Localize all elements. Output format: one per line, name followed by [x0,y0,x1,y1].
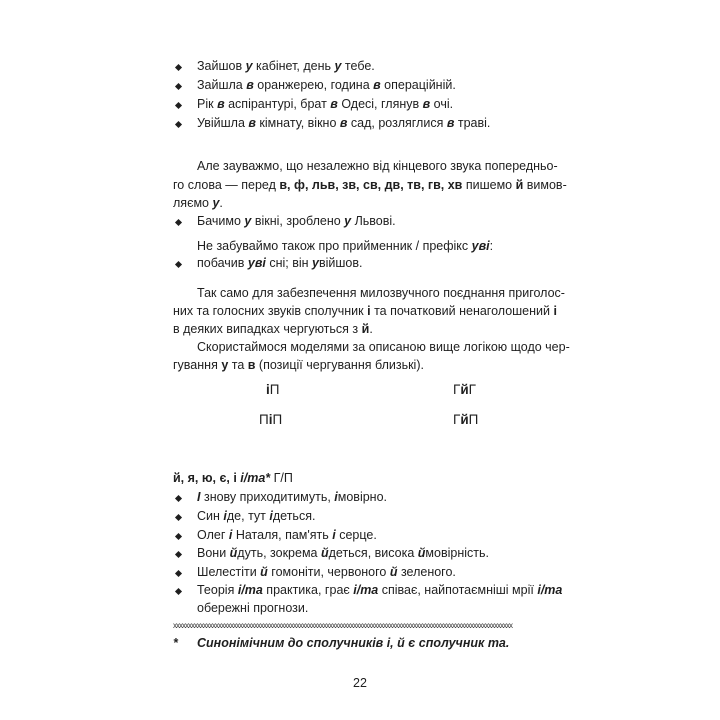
paragraph-line [173,177,567,193]
text-run: Олег [197,528,229,542]
formula [259,412,282,427]
emphasis-text: уві [471,239,490,253]
text-run: побачив [197,256,248,270]
text-run: в деяких випадках чергуються з [173,322,362,336]
text-run: го слова — перед [173,178,280,192]
emphasis-text: й [460,412,469,427]
bullet [175,261,182,268]
list-item [197,255,362,271]
list-item [197,489,387,505]
emphasis-text: в [217,97,225,111]
text-run: Г [453,412,461,427]
emphasis-text: й [515,178,524,192]
text-run: Зайшла [197,78,247,92]
emphasis-text: й [260,565,268,579]
emphasis-text: й [460,382,469,397]
text-run: Львові. [351,214,396,228]
emphasis-text: в [422,97,431,111]
text-run: Шелестіти [197,565,261,579]
emphasis-text: в, ф, льв, зв, св, дв, тв, гв, хв [279,178,463,192]
emphasis-text: в [339,116,348,130]
emphasis-text: й [361,322,370,336]
emphasis-text: і/та [353,583,379,597]
emphasis-text: у [312,256,319,270]
text-run: Не забуваймо також про прийменник / префікс [197,239,472,253]
emphasis-text: і [367,304,371,318]
text-run: Син [197,509,224,523]
text-run: та [228,358,248,372]
text-run: мовірність. [425,546,489,560]
text-run: П [259,412,269,427]
text-run: кімнату, вікно [255,116,340,130]
text-run: пишемо [462,178,516,192]
emphasis-text: і [334,490,338,504]
emphasis-text: і [223,509,227,523]
paragraph-line [197,285,565,301]
bullet [175,121,182,128]
text-run: оранжерею, година [253,78,374,92]
emphasis-text: і [268,412,273,427]
text-run: П [468,412,479,427]
emphasis-text: і [269,509,273,523]
text-run: гомоніти, червоного [267,565,390,579]
list-item [197,545,489,561]
list-item-continuation: обережні прогнози. [197,601,309,615]
text-run: практика, грає [262,583,354,597]
text-run: деться, висока [328,546,418,560]
text-run: них та голосних звуків сполучник [173,304,368,318]
bullet [175,533,182,540]
paragraph-line [173,303,557,319]
footnote-text: Синонімічним до сполучників і, й є сполучник та. [197,636,510,650]
bullet [175,551,182,558]
paragraph-line [197,238,493,254]
emphasis-text: у [212,196,220,210]
paragraph-line [173,321,373,337]
list-item [197,213,396,229]
bullet [175,102,182,109]
emphasis-text: уві [247,256,266,270]
text-run: Вони [197,546,230,560]
text-run: деться. [272,509,316,523]
text-run: тебе. [341,59,375,73]
emphasis-text: у [221,358,229,372]
text-run: вимов- [523,178,567,192]
text-run: сні; він [265,256,313,270]
text-run: Рік [197,97,218,111]
emphasis-text: й, я, ю, є, і [173,471,241,485]
text-run: Г [453,382,461,397]
formula [266,382,279,397]
text-run: П [272,412,283,427]
bullet [175,588,182,595]
emphasis-text: у [334,59,342,73]
emphasis-text: у [245,59,253,73]
footnote-separator: xxxxxxxxxxxxxxxxxxxxxxxxxxxxxxxxxxxxxxxxxxxxxxxxxxxxxxxxxxxxxxxxxxxxxxxxxxxxxxxxxxxxxxxxxxxxxxxxxxxxxxxxxxxxxxxxx [173,621,512,630]
text-run: Але зауважмо, що незалежно від кінцевого звука попередньо- [197,159,558,173]
emphasis-text: й [417,546,426,560]
text-run: серце. [335,528,377,542]
text-run: Так само для забезпечення милозвучного поєднання приголос- [197,286,565,300]
text-run: гування [173,358,222,372]
emphasis-text: і [228,528,233,542]
section-heading [173,470,293,486]
text-run: очі. [430,97,454,111]
text-run: Зайшов [197,59,246,73]
emphasis-text: й [320,546,329,560]
text-run: ляємо [173,196,213,210]
text-run: Скористаймося моделями за описаною вище логікою щодо чер- [197,340,570,354]
text-run: дуть, зокрема [237,546,321,560]
text-run: вікні, зроблено [251,214,345,228]
emphasis-text: і/та* [240,471,271,485]
page-number: 22 [353,676,367,690]
list-item [197,115,490,131]
bullet [175,219,182,226]
emphasis-text: в [373,78,381,92]
paragraph-line [173,195,223,211]
text-run: зеленого. [397,565,456,579]
bullet [175,570,182,577]
text-run: Теорія [197,583,238,597]
text-run: війшов. [318,256,363,270]
emphasis-text: в [247,358,256,372]
emphasis-text: у [244,214,252,228]
text-run: де, тут [226,509,270,523]
formula [453,412,478,427]
text-run: Г/П [270,471,293,485]
paragraph-line [197,158,558,174]
emphasis-text: І [197,490,201,504]
text-run: . [219,196,223,210]
text-run: (позиції чергування близькі). [255,358,424,372]
text-run: Бачимо [197,214,245,228]
list-item [197,77,456,93]
emphasis-text: в [446,116,455,130]
emphasis-text: і [332,528,336,542]
text-run: Одесі, глянув [337,97,423,111]
emphasis-text: і [266,382,270,397]
emphasis-text: й [229,546,238,560]
text-run: Наталя, пам'ять [232,528,333,542]
text-run: : [489,239,494,253]
bullet [175,495,182,502]
emphasis-text: й [389,565,398,579]
text-run: знову приходитимуть, [200,490,335,504]
paragraph-line [173,357,424,373]
emphasis-text: в [246,78,254,92]
list-item [197,96,453,112]
bullet [175,83,182,90]
text-run: кабінет, день [252,59,335,73]
text-run: траві. [454,116,491,130]
text-run: операційній. [380,78,456,92]
list-item [197,564,456,580]
bullet [175,514,182,521]
text-run: аспірантурі, брат [224,97,331,111]
emphasis-text: в [330,97,338,111]
text-run: та початковий ненаголошений [370,304,554,318]
bullet [175,64,182,71]
text-run: П [269,382,280,397]
emphasis-text: в [248,116,256,130]
list-item [197,58,375,74]
emphasis-text: і [553,304,557,318]
text-run: Г [468,382,476,397]
list-item [197,527,377,543]
emphasis-text: у [344,214,352,228]
footnote-marker: * [173,636,178,650]
formula [453,382,476,397]
text-run: . [369,322,373,336]
emphasis-text: і/та [537,583,563,597]
list-item [197,508,315,524]
emphasis-text: і/та [237,583,263,597]
list-item [197,582,562,598]
paragraph-line [197,339,570,355]
text-run: мовірно. [337,490,388,504]
text-run: Увійшла [197,116,249,130]
text-run: сад, розляглися [347,116,447,130]
text-run: співає, найпотаємніші мрії [378,583,538,597]
